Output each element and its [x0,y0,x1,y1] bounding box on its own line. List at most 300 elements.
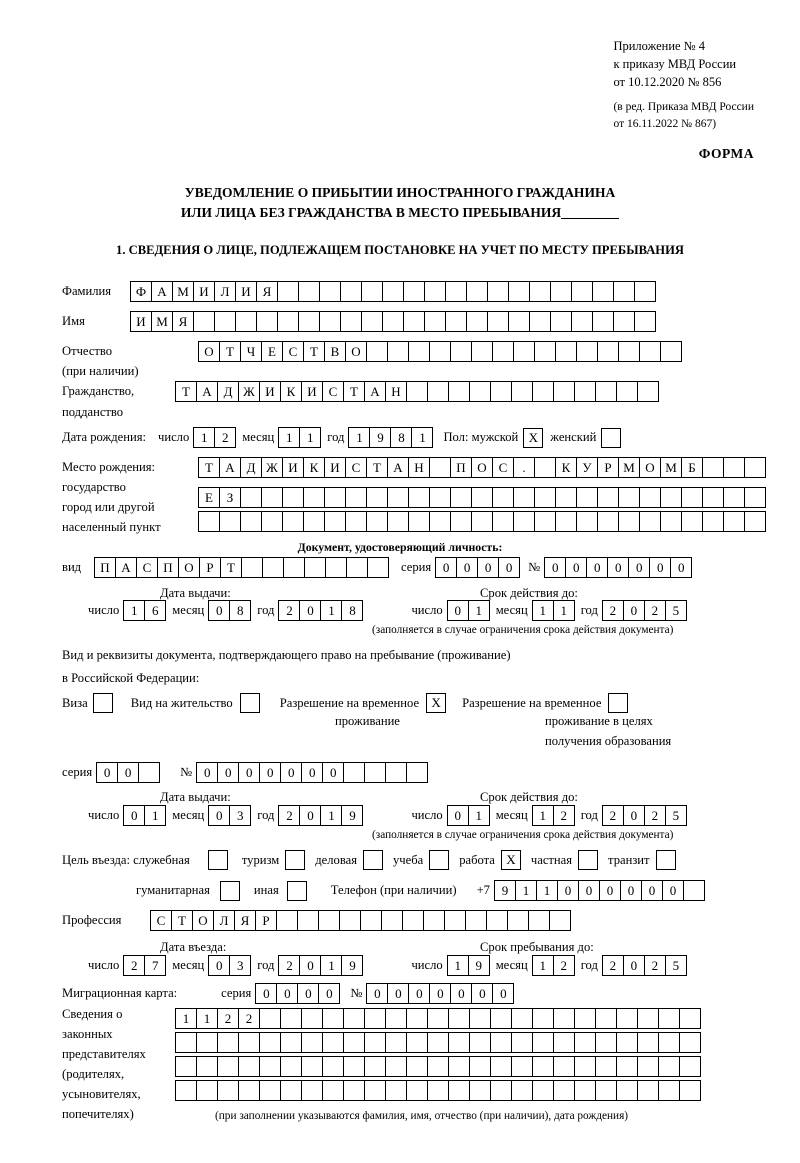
surname-cell[interactable] [634,281,656,302]
surname-cell[interactable]: Я [256,281,278,302]
identity-issue-day-input[interactable] [123,600,166,621]
representatives-3-cell[interactable] [217,1056,239,1077]
citizenship-cell[interactable]: Д [217,381,239,402]
stay-number-cell[interactable]: 0 [322,762,344,783]
representatives-3-cell[interactable] [322,1056,344,1077]
stay-series-cell[interactable]: 0 [96,762,118,783]
stay-number-cell[interactable]: 0 [196,762,218,783]
patronymic-cell[interactable] [471,341,493,362]
identity-issue-year-cell[interactable]: 1 [320,600,342,621]
patronymic-cell[interactable] [639,341,661,362]
birthplace-3-cell[interactable] [639,511,661,532]
migration-series-cell[interactable]: 0 [318,983,340,1004]
birthplace-2-cell[interactable] [618,487,640,508]
purpose-business-checkbox[interactable] [363,850,383,870]
representatives-1-cell[interactable] [448,1008,470,1029]
birthplace-2-cell[interactable] [534,487,556,508]
entry-year-cell[interactable]: 9 [341,955,363,976]
purpose-tourism-checkbox[interactable] [285,850,305,870]
patronymic-cell[interactable]: О [345,341,367,362]
surname-cell[interactable] [445,281,467,302]
birthplace-2-cell[interactable] [513,487,535,508]
birthplace-2-cell[interactable] [681,487,703,508]
birthplace-2-cell[interactable] [240,487,262,508]
birthdate-year-input[interactable] [348,427,433,448]
profession-cell[interactable] [423,910,445,931]
stay-number-cell[interactable]: 0 [259,762,281,783]
identity-kind-cell[interactable] [304,557,326,578]
purpose-service-checkbox[interactable] [208,850,228,870]
representatives-1-cell[interactable] [259,1008,281,1029]
identity-kind-cell[interactable]: П [157,557,179,578]
entry-day-cell[interactable]: 2 [123,955,145,976]
citizenship-cell[interactable]: Т [343,381,365,402]
birthplace-2-cell[interactable] [282,487,304,508]
representatives-1-cell[interactable] [658,1008,680,1029]
representatives-1-cell[interactable] [280,1008,302,1029]
representatives-3-cell[interactable] [175,1056,197,1077]
birthplace-1-cell[interactable]: Б [681,457,703,478]
representatives-3-cell[interactable] [574,1056,596,1077]
identity-valid-month-cell[interactable]: 1 [553,600,575,621]
name-cell[interactable] [382,311,404,332]
surname-cell[interactable] [403,281,425,302]
phone-input[interactable] [494,880,705,901]
birthdate-month-input[interactable] [278,427,321,448]
birthplace-2-cell[interactable] [723,487,745,508]
identity-issue-year-input[interactable] [278,600,363,621]
representatives-3-cell[interactable] [637,1056,659,1077]
profession-cell[interactable] [297,910,319,931]
name-cell[interactable] [613,311,635,332]
name-cell[interactable] [634,311,656,332]
citizenship-cell[interactable] [574,381,596,402]
representatives-4-cell[interactable] [574,1080,596,1101]
representatives-4-cell[interactable] [448,1080,470,1101]
stay-valid-month-input[interactable] [532,805,575,826]
birthplace-2-cell[interactable] [429,487,451,508]
profession-cell[interactable] [402,910,424,931]
birthplace-2-cell[interactable] [492,487,514,508]
birthplace-1-cell[interactable]: Р [597,457,619,478]
patronymic-cell[interactable] [366,341,388,362]
representatives-2-cell[interactable] [637,1032,659,1053]
representatives-2-cell[interactable] [574,1032,596,1053]
entry-month-input[interactable] [208,955,251,976]
name-cell[interactable] [403,311,425,332]
patronymic-cell[interactable]: Т [219,341,241,362]
representatives-2-cell[interactable] [532,1032,554,1053]
migration-series-cell[interactable]: 0 [297,983,319,1004]
identity-number-cell[interactable]: 0 [544,557,566,578]
identity-kind-cell[interactable] [262,557,284,578]
representatives-3-cell[interactable] [301,1056,323,1077]
visa-checkbox[interactable] [93,693,113,713]
stay-valid-year-cell[interactable]: 2 [602,805,624,826]
profession-cell[interactable] [507,910,529,931]
citizenship-cell[interactable] [448,381,470,402]
birthplace-2-cell[interactable] [744,487,766,508]
representatives-2-cell[interactable] [322,1032,344,1053]
representatives-3-cell[interactable] [343,1056,365,1077]
birthplace-1-cell[interactable]: М [660,457,682,478]
stay-until-year-cell[interactable]: 2 [644,955,666,976]
birthdate-year-cell[interactable]: 1 [411,427,433,448]
entry-year-cell[interactable]: 1 [320,955,342,976]
citizenship-cell[interactable] [532,381,554,402]
profession-cell[interactable] [465,910,487,931]
representatives-4-cell[interactable] [259,1080,281,1101]
profession-cell[interactable]: О [192,910,214,931]
name-cell[interactable] [256,311,278,332]
patronymic-cell[interactable]: С [282,341,304,362]
stay-valid-year-input[interactable] [602,805,687,826]
identity-doc-kind-input[interactable] [94,557,389,578]
patronymic-cell[interactable]: В [324,341,346,362]
representatives-2-cell[interactable] [385,1032,407,1053]
stay-until-day-input[interactable] [447,955,490,976]
stay-issue-year-cell[interactable]: 9 [341,805,363,826]
name-cell[interactable] [424,311,446,332]
birthplace-2-cell[interactable] [450,487,472,508]
birthplace-1-cell[interactable]: М [618,457,640,478]
representatives-input-2[interactable] [175,1032,701,1053]
representatives-4-cell[interactable] [238,1080,260,1101]
birthplace-1-cell[interactable]: П [450,457,472,478]
entry-day-cell[interactable]: 7 [144,955,166,976]
birthplace-1-cell[interactable]: С [492,457,514,478]
citizenship-cell[interactable] [511,381,533,402]
stay-issue-month-cell[interactable]: 3 [229,805,251,826]
birthplace-1-cell[interactable]: О [471,457,493,478]
stay-until-year-cell[interactable]: 0 [623,955,645,976]
identity-kind-cell[interactable] [283,557,305,578]
stay-issue-year-cell[interactable]: 2 [278,805,300,826]
representatives-3-cell[interactable] [616,1056,638,1077]
birthplace-1-cell[interactable] [429,457,451,478]
representatives-4-cell[interactable] [679,1080,701,1101]
representatives-1-cell[interactable] [490,1008,512,1029]
identity-series-cell[interactable]: 0 [477,557,499,578]
citizenship-cell[interactable] [406,381,428,402]
representatives-4-cell[interactable] [385,1080,407,1101]
birthdate-year-cell[interactable]: 8 [390,427,412,448]
birthplace-3-cell[interactable] [618,511,640,532]
identity-valid-day-cell[interactable]: 0 [447,600,469,621]
migration-series-cell[interactable]: 0 [276,983,298,1004]
patronymic-cell[interactable] [576,341,598,362]
citizenship-cell[interactable]: Н [385,381,407,402]
identity-kind-cell[interactable]: П [94,557,116,578]
name-cell[interactable] [592,311,614,332]
migration-number-cell[interactable]: 0 [429,983,451,1004]
identity-issue-day-cell[interactable]: 6 [144,600,166,621]
representatives-4-cell[interactable] [616,1080,638,1101]
representatives-4-cell[interactable] [364,1080,386,1101]
representatives-2-cell[interactable] [217,1032,239,1053]
surname-cell[interactable] [508,281,530,302]
citizenship-cell[interactable]: И [259,381,281,402]
stay-until-month-input[interactable] [532,955,575,976]
birthplace-input-1[interactable] [198,457,766,478]
birthplace-1-cell[interactable]: О [639,457,661,478]
birthplace-1-cell[interactable]: У [576,457,598,478]
birthplace-2-cell[interactable]: З [219,487,241,508]
representatives-2-cell[interactable] [280,1032,302,1053]
representatives-4-cell[interactable] [343,1080,365,1101]
citizenship-cell[interactable]: К [280,381,302,402]
representatives-input-1[interactable] [175,1008,701,1029]
phone-cell[interactable]: 0 [620,880,642,901]
representatives-1-cell[interactable]: 1 [196,1008,218,1029]
patronymic-cell[interactable] [429,341,451,362]
representatives-4-cell[interactable] [427,1080,449,1101]
birthplace-1-cell[interactable]: И [282,457,304,478]
birthplace-3-cell[interactable] [534,511,556,532]
representatives-1-cell[interactable]: 1 [175,1008,197,1029]
birthplace-3-cell[interactable] [240,511,262,532]
stay-doc-number-input[interactable] [196,762,428,783]
identity-kind-cell[interactable]: Т [220,557,242,578]
surname-cell[interactable] [550,281,572,302]
representatives-3-cell[interactable] [385,1056,407,1077]
identity-issue-month-input[interactable] [208,600,251,621]
citizenship-input[interactable] [175,381,659,402]
identity-valid-month-input[interactable] [532,600,575,621]
citizenship-cell[interactable] [553,381,575,402]
patronymic-cell[interactable] [408,341,430,362]
name-cell[interactable] [298,311,320,332]
surname-cell[interactable] [592,281,614,302]
representatives-1-cell[interactable] [427,1008,449,1029]
birthplace-3-cell[interactable] [576,511,598,532]
representatives-4-cell[interactable] [532,1080,554,1101]
name-cell[interactable] [193,311,215,332]
representatives-2-cell[interactable] [490,1032,512,1053]
birthplace-3-cell[interactable] [261,511,283,532]
name-cell[interactable] [319,311,341,332]
representatives-3-cell[interactable] [364,1056,386,1077]
representatives-3-cell[interactable] [427,1056,449,1077]
stay-until-year-input[interactable] [602,955,687,976]
surname-cell[interactable] [298,281,320,302]
stay-number-cell[interactable] [343,762,365,783]
identity-number-cell[interactable]: 0 [607,557,629,578]
name-cell[interactable] [235,311,257,332]
temp-residence-checkbox[interactable]: X [426,693,446,713]
representatives-4-cell[interactable] [280,1080,302,1101]
surname-cell[interactable]: М [172,281,194,302]
surname-cell[interactable]: Л [214,281,236,302]
migration-number-cell[interactable]: 0 [450,983,472,1004]
birthplace-1-cell[interactable] [702,457,724,478]
birthplace-3-cell[interactable] [366,511,388,532]
patronymic-cell[interactable] [387,341,409,362]
identity-kind-cell[interactable]: С [136,557,158,578]
stay-number-cell[interactable]: 0 [238,762,260,783]
representatives-3-cell[interactable] [511,1056,533,1077]
representatives-2-cell[interactable] [469,1032,491,1053]
representatives-1-cell[interactable] [637,1008,659,1029]
representatives-2-cell[interactable] [406,1032,428,1053]
representatives-4-cell[interactable] [637,1080,659,1101]
citizenship-cell[interactable]: А [364,381,386,402]
phone-cell[interactable] [683,880,705,901]
birthplace-3-cell[interactable] [555,511,577,532]
identity-kind-cell[interactable]: О [178,557,200,578]
surname-cell[interactable] [424,281,446,302]
representatives-3-cell[interactable] [679,1056,701,1077]
representatives-3-cell[interactable] [280,1056,302,1077]
birthplace-2-cell[interactable] [660,487,682,508]
birthplace-1-cell[interactable]: А [387,457,409,478]
stay-doc-series-input[interactable] [96,762,160,783]
name-cell[interactable]: И [130,311,152,332]
patronymic-cell[interactable] [660,341,682,362]
surname-cell[interactable]: И [193,281,215,302]
name-cell[interactable] [466,311,488,332]
profession-cell[interactable] [360,910,382,931]
entry-day-input[interactable] [123,955,166,976]
surname-cell[interactable]: Ф [130,281,152,302]
birthplace-1-cell[interactable]: К [303,457,325,478]
stay-until-month-cell[interactable]: 2 [553,955,575,976]
birthplace-input-3[interactable] [198,511,766,532]
stay-valid-day-cell[interactable]: 1 [468,805,490,826]
birthplace-3-cell[interactable] [219,511,241,532]
phone-cell[interactable]: 0 [599,880,621,901]
name-input[interactable] [130,311,656,332]
phone-cell[interactable]: 0 [578,880,600,901]
identity-doc-number-input[interactable] [544,557,692,578]
stay-issue-day-cell[interactable]: 0 [123,805,145,826]
birthdate-month-cell[interactable]: 1 [299,427,321,448]
representatives-2-cell[interactable] [175,1032,197,1053]
surname-cell[interactable] [466,281,488,302]
entry-year-cell[interactable]: 2 [278,955,300,976]
surname-cell[interactable] [613,281,635,302]
citizenship-cell[interactable] [427,381,449,402]
stay-valid-day-input[interactable] [447,805,490,826]
profession-cell[interactable] [444,910,466,931]
identity-valid-year-input[interactable] [602,600,687,621]
birthplace-1-cell[interactable]: Ж [261,457,283,478]
profession-cell[interactable] [276,910,298,931]
representatives-4-cell[interactable] [196,1080,218,1101]
purpose-study-checkbox[interactable] [429,850,449,870]
identity-issue-year-cell[interactable]: 0 [299,600,321,621]
birthplace-1-cell[interactable] [534,457,556,478]
stay-number-cell[interactable]: 0 [301,762,323,783]
patronymic-cell[interactable] [513,341,535,362]
identity-number-cell[interactable]: 0 [586,557,608,578]
identity-series-cell[interactable]: 0 [435,557,457,578]
stay-number-cell[interactable]: 0 [217,762,239,783]
birthplace-1-cell[interactable] [744,457,766,478]
phone-cell[interactable]: 9 [494,880,516,901]
birthplace-2-cell[interactable] [555,487,577,508]
stay-number-cell[interactable]: 0 [280,762,302,783]
birthplace-3-cell[interactable] [303,511,325,532]
name-cell[interactable] [340,311,362,332]
representatives-4-cell[interactable] [511,1080,533,1101]
representatives-3-cell[interactable] [595,1056,617,1077]
identity-valid-month-cell[interactable]: 1 [532,600,554,621]
birthplace-3-cell[interactable] [492,511,514,532]
stay-issue-year-cell[interactable]: 1 [320,805,342,826]
birthplace-3-cell[interactable] [681,511,703,532]
birthplace-2-cell[interactable] [303,487,325,508]
migration-card-number-input[interactable] [366,983,514,1004]
patronymic-cell[interactable]: Т [303,341,325,362]
birthplace-3-cell[interactable] [198,511,220,532]
birthplace-3-cell[interactable] [471,511,493,532]
birthdate-month-cell[interactable]: 1 [278,427,300,448]
entry-year-input[interactable] [278,955,363,976]
stay-valid-month-cell[interactable]: 1 [532,805,554,826]
profession-cell[interactable] [381,910,403,931]
purpose-transit-checkbox[interactable] [656,850,676,870]
stay-issue-day-cell[interactable]: 1 [144,805,166,826]
birthplace-2-cell[interactable] [366,487,388,508]
identity-kind-cell[interactable] [346,557,368,578]
patronymic-cell[interactable] [555,341,577,362]
phone-cell[interactable]: 0 [662,880,684,901]
birthplace-2-cell[interactable] [639,487,661,508]
birthplace-3-cell[interactable] [597,511,619,532]
entry-year-cell[interactable]: 0 [299,955,321,976]
birthplace-2-cell[interactable] [702,487,724,508]
representatives-1-cell[interactable] [322,1008,344,1029]
citizenship-cell[interactable]: А [196,381,218,402]
representatives-3-cell[interactable] [196,1056,218,1077]
identity-issue-month-cell[interactable]: 0 [208,600,230,621]
birthdate-year-cell[interactable]: 9 [369,427,391,448]
identity-issue-year-cell[interactable]: 8 [341,600,363,621]
representatives-1-cell[interactable] [301,1008,323,1029]
stay-until-month-cell[interactable]: 1 [532,955,554,976]
birthplace-3-cell[interactable] [744,511,766,532]
representatives-3-cell[interactable] [448,1056,470,1077]
stay-number-cell[interactable] [364,762,386,783]
birthplace-2-cell[interactable] [408,487,430,508]
patronymic-input[interactable] [198,341,682,362]
identity-valid-day-input[interactable] [447,600,490,621]
phone-cell[interactable]: 1 [515,880,537,901]
citizenship-cell[interactable]: Т [175,381,197,402]
birthplace-2-cell[interactable]: Е [198,487,220,508]
representatives-2-cell[interactable] [301,1032,323,1053]
representatives-1-cell[interactable] [616,1008,638,1029]
representatives-4-cell[interactable] [322,1080,344,1101]
entry-month-cell[interactable]: 3 [229,955,251,976]
identity-number-cell[interactable]: 0 [628,557,650,578]
surname-cell[interactable] [361,281,383,302]
patronymic-cell[interactable]: Ч [240,341,262,362]
representatives-3-cell[interactable] [532,1056,554,1077]
representatives-2-cell[interactable] [511,1032,533,1053]
identity-kind-cell[interactable] [367,557,389,578]
stay-until-year-cell[interactable]: 2 [602,955,624,976]
representatives-4-cell[interactable] [469,1080,491,1101]
representatives-2-cell[interactable] [364,1032,386,1053]
profession-cell[interactable]: С [150,910,172,931]
migration-number-cell[interactable]: 0 [387,983,409,1004]
representatives-3-cell[interactable] [490,1056,512,1077]
migration-number-cell[interactable]: 0 [366,983,388,1004]
profession-cell[interactable]: Т [171,910,193,931]
birthplace-2-cell[interactable] [471,487,493,508]
